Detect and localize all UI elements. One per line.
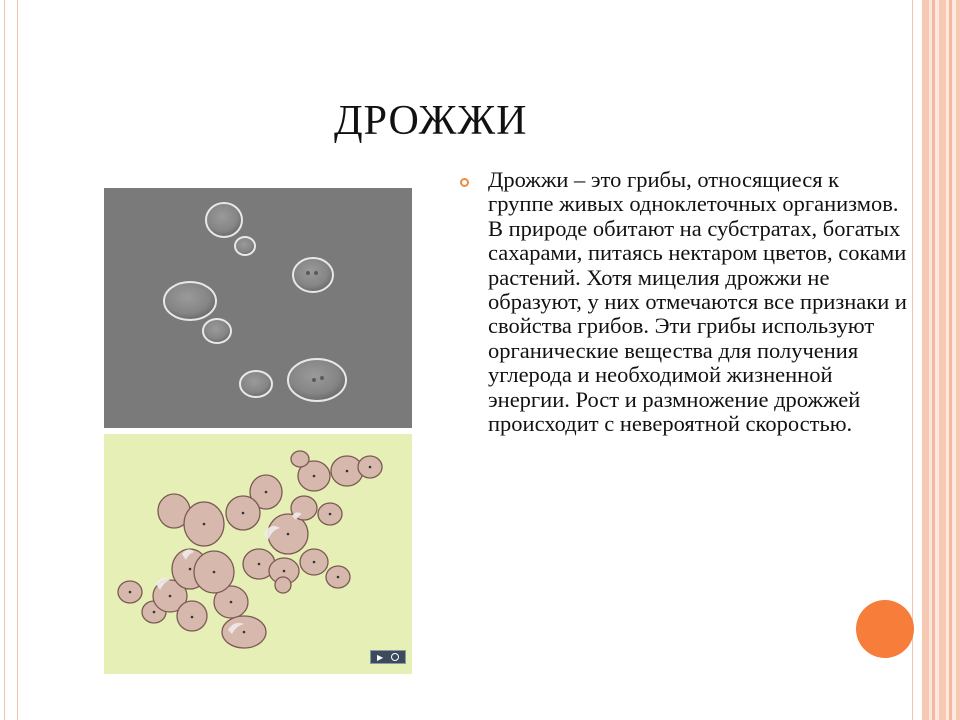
yeast-budding-illustration [104,434,412,674]
body-paragraph: Дрожжи – это грибы, относящиеся к группе живых одноклеточных организмов. В природе обитают на субстратах, богатых сахарами, питаясь нектаром цветов, соками растений. Хотя мицелия дрожжи не образуют, у них отмечаются все признаки и свойства грибов. Эти грибы используют органические вещества для получения углерода и необходимой жизненной энергии. Рост и размножение дрожжей происходит с невероятной скоростью. [488,167,907,437]
yeast-microscope-photo [104,188,412,428]
slide-frame-left [4,0,18,720]
slide-frame-right [912,0,913,720]
animation-control-button[interactable] [370,650,406,664]
loop-icon[interactable] [391,653,399,661]
play-icon[interactable]: ▶ [377,653,384,662]
slide-title: ДРОЖЖИ [334,98,528,144]
circle-bullet-icon [460,178,469,187]
slide-decoration-stripes [922,0,960,720]
decorative-orange-circle [856,600,914,658]
